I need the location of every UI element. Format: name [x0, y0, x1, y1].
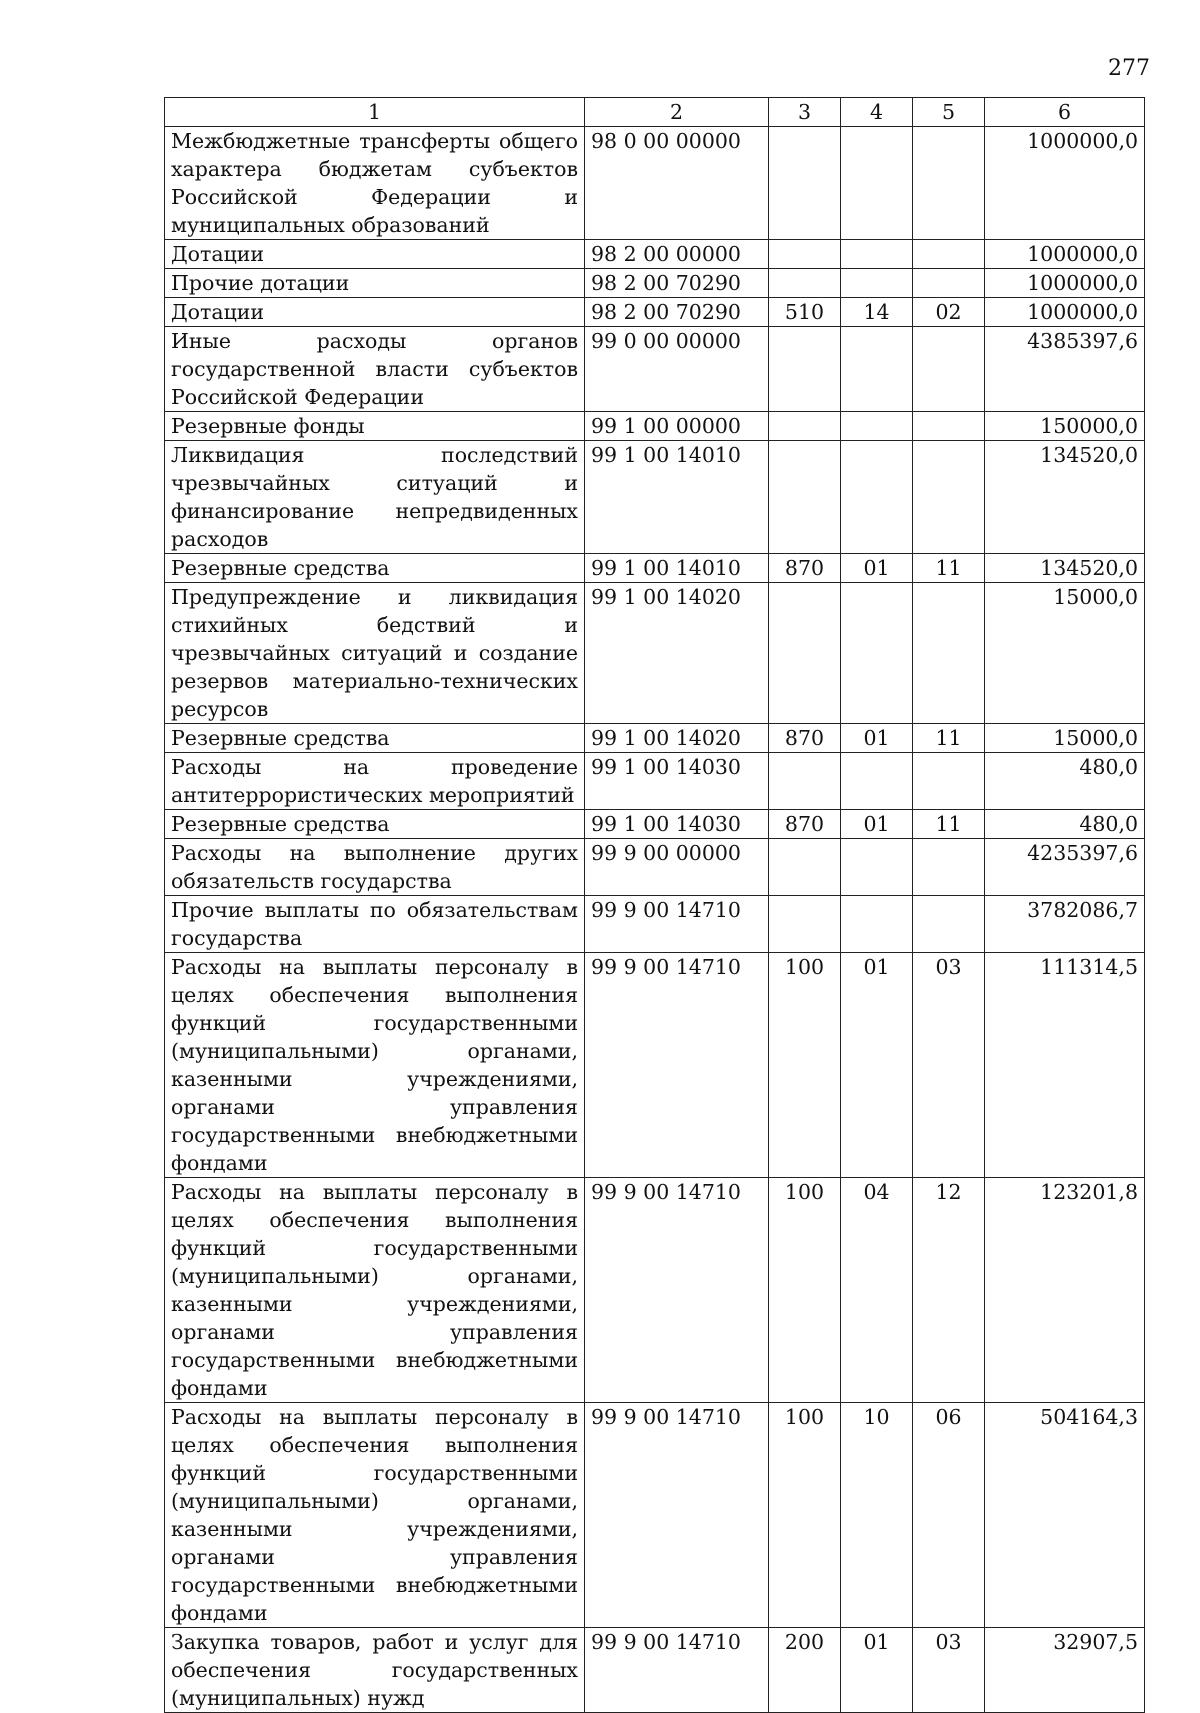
- subsection-cell: 06: [913, 1403, 985, 1628]
- section-cell: 10: [841, 1403, 913, 1628]
- target-code-cell: 99 9 00 14710: [585, 1403, 769, 1628]
- section-cell: [841, 896, 913, 953]
- table-row: [165, 441, 1145, 554]
- section-cell: [841, 269, 913, 298]
- expense-type-cell: [769, 441, 841, 554]
- section-cell: 01: [841, 1628, 913, 1713]
- expense-name-cell: Прочие выплаты по обязательствам государства: [165, 896, 585, 953]
- subsection-cell: [913, 327, 985, 412]
- expense-type-cell: [769, 412, 841, 441]
- amount-cell: 1000000,0: [985, 298, 1145, 327]
- subsection-cell: [913, 269, 985, 298]
- expense-name-cell: Расходы на выплаты персоналу в целях обеспечения выполнения функций государственными (муниципальными) органами, казенными учреждениями, органами управления государственными внебюджетными фондами: [165, 1403, 585, 1628]
- expense-type-cell: [769, 583, 841, 724]
- amount-cell: 1000000,0: [985, 240, 1145, 269]
- column-header-6: 6: [985, 98, 1145, 127]
- expense-name-cell: Иные расходы органов государственной власти субъектов Российской Федерации: [165, 327, 585, 412]
- column-header-5: 5: [913, 98, 985, 127]
- section-cell: [841, 583, 913, 724]
- expense-name-cell: Резервные средства: [165, 724, 585, 753]
- amount-cell: 1000000,0: [985, 127, 1145, 240]
- expense-type-cell: 510: [769, 298, 841, 327]
- section-cell: [841, 127, 913, 240]
- amount-cell: 123201,8: [985, 1178, 1145, 1403]
- subsection-cell: 11: [913, 724, 985, 753]
- amount-cell: 134520,0: [985, 554, 1145, 583]
- expense-type-cell: 870: [769, 554, 841, 583]
- column-header-2: 2: [585, 98, 769, 127]
- expense-type-cell: [769, 127, 841, 240]
- expense-name-cell: Резервные фонды: [165, 412, 585, 441]
- section-cell: 01: [841, 724, 913, 753]
- target-code-cell: 99 1 00 14030: [585, 810, 769, 839]
- target-code-cell: 99 9 00 00000: [585, 839, 769, 896]
- table-row: [165, 724, 1145, 753]
- subsection-cell: [913, 839, 985, 896]
- expense-type-cell: 100: [769, 1178, 841, 1403]
- expense-name-cell: Резервные средства: [165, 554, 585, 583]
- expense-type-cell: [769, 753, 841, 810]
- expense-type-cell: [769, 240, 841, 269]
- expense-name-cell: Дотации: [165, 298, 585, 327]
- expense-type-cell: 870: [769, 810, 841, 839]
- table-row: [165, 327, 1145, 412]
- section-cell: [841, 441, 913, 554]
- target-code-cell: 99 9 00 14710: [585, 953, 769, 1178]
- table-row: [165, 298, 1145, 327]
- column-header-1: 1: [165, 98, 585, 127]
- target-code-cell: 98 2 00 00000: [585, 240, 769, 269]
- expense-name-cell: Расходы на выплаты персоналу в целях обеспечения выполнения функций государственными (муниципальными) органами, казенными учреждениями, органами управления государственными внебюджетными фондами: [165, 1178, 585, 1403]
- expense-type-cell: 100: [769, 953, 841, 1178]
- expense-name-cell: Расходы на выплаты персоналу в целях обеспечения выполнения функций государственными (муниципальными) органами, казенными учреждениями, органами управления государственными внебюджетными фондами: [165, 953, 585, 1178]
- amount-cell: 15000,0: [985, 583, 1145, 724]
- expense-name-cell: Межбюджетные трансферты общего характера бюджетам субъектов Российской Федерации и муниципальных образований: [165, 127, 585, 240]
- expense-name-cell: Ликвидация последствий чрезвычайных ситуаций и финансирование непредвиденных расходов: [165, 441, 585, 554]
- amount-cell: 150000,0: [985, 412, 1145, 441]
- column-header-3: 3: [769, 98, 841, 127]
- table-row: [165, 554, 1145, 583]
- section-cell: 14: [841, 298, 913, 327]
- expense-name-cell: Дотации: [165, 240, 585, 269]
- expense-name-cell: Резервные средства: [165, 810, 585, 839]
- target-code-cell: 99 0 00 00000: [585, 327, 769, 412]
- subsection-cell: 03: [913, 1628, 985, 1713]
- subsection-cell: [913, 753, 985, 810]
- target-code-cell: 99 1 00 14030: [585, 753, 769, 810]
- table-row: [165, 269, 1145, 298]
- amount-cell: 1000000,0: [985, 269, 1145, 298]
- subsection-cell: [913, 412, 985, 441]
- amount-cell: 15000,0: [985, 724, 1145, 753]
- subsection-cell: [913, 583, 985, 724]
- table-row: [165, 753, 1145, 810]
- section-cell: [841, 412, 913, 441]
- expense-type-cell: [769, 269, 841, 298]
- expense-type-cell: 200: [769, 1628, 841, 1713]
- table-header: [165, 98, 1145, 127]
- amount-cell: 480,0: [985, 810, 1145, 839]
- budget-table: [164, 97, 1145, 1713]
- target-code-cell: 99 1 00 14020: [585, 724, 769, 753]
- table-row: [165, 1403, 1145, 1628]
- table-row: [165, 127, 1145, 240]
- section-cell: [841, 839, 913, 896]
- subsection-cell: [913, 240, 985, 269]
- expense-type-cell: 870: [769, 724, 841, 753]
- expense-type-cell: [769, 896, 841, 953]
- table-row: [165, 810, 1145, 839]
- expense-name-cell: Прочие дотации: [165, 269, 585, 298]
- section-cell: 04: [841, 1178, 913, 1403]
- table-row: [165, 1178, 1145, 1403]
- table-row: [165, 412, 1145, 441]
- target-code-cell: 99 9 00 14710: [585, 896, 769, 953]
- amount-cell: 32907,5: [985, 1628, 1145, 1713]
- section-cell: [841, 240, 913, 269]
- expense-name-cell: Расходы на выполнение других обязательств государства: [165, 839, 585, 896]
- amount-cell: 4385397,6: [985, 327, 1145, 412]
- section-cell: 01: [841, 554, 913, 583]
- subsection-cell: 11: [913, 810, 985, 839]
- table-body: [165, 127, 1145, 1713]
- subsection-cell: [913, 127, 985, 240]
- table-row: [165, 583, 1145, 724]
- section-cell: 01: [841, 953, 913, 1178]
- table-row: [165, 896, 1145, 953]
- amount-cell: 3782086,7: [985, 896, 1145, 953]
- expense-name-cell: Закупка товаров, работ и услуг для обеспечения государственных (муниципальных) нужд: [165, 1628, 585, 1713]
- expense-type-cell: [769, 839, 841, 896]
- header-row: [165, 98, 1145, 127]
- target-code-cell: 99 1 00 14020: [585, 583, 769, 724]
- expense-name-cell: Предупреждение и ликвидация стихийных бедствий и чрезвычайных ситуаций и создание резервов материально-технических ресурсов: [165, 583, 585, 724]
- section-cell: [841, 327, 913, 412]
- target-code-cell: 98 2 00 70290: [585, 298, 769, 327]
- subsection-cell: 12: [913, 1178, 985, 1403]
- target-code-cell: 99 9 00 14710: [585, 1178, 769, 1403]
- table-row: [165, 839, 1145, 896]
- subsection-cell: 02: [913, 298, 985, 327]
- section-cell: 01: [841, 810, 913, 839]
- table-row: [165, 953, 1145, 1178]
- amount-cell: 111314,5: [985, 953, 1145, 1178]
- subsection-cell: 03: [913, 953, 985, 1178]
- target-code-cell: 99 1 00 14010: [585, 441, 769, 554]
- amount-cell: 134520,0: [985, 441, 1145, 554]
- amount-cell: 504164,3: [985, 1403, 1145, 1628]
- column-header-4: 4: [841, 98, 913, 127]
- target-code-cell: 99 1 00 14010: [585, 554, 769, 583]
- expense-type-cell: [769, 327, 841, 412]
- section-cell: [841, 753, 913, 810]
- subsection-cell: [913, 896, 985, 953]
- amount-cell: 4235397,6: [985, 839, 1145, 896]
- target-code-cell: 99 9 00 14710: [585, 1628, 769, 1713]
- target-code-cell: 98 0 00 00000: [585, 127, 769, 240]
- amount-cell: 480,0: [985, 753, 1145, 810]
- target-code-cell: 99 1 00 00000: [585, 412, 769, 441]
- table-row: [165, 240, 1145, 269]
- subsection-cell: 11: [913, 554, 985, 583]
- subsection-cell: [913, 441, 985, 554]
- expense-type-cell: 100: [769, 1403, 841, 1628]
- page-number: 277: [1108, 56, 1150, 81]
- table-row: [165, 1628, 1145, 1713]
- target-code-cell: 98 2 00 70290: [585, 269, 769, 298]
- expense-name-cell: Расходы на проведение антитеррористических мероприятий: [165, 753, 585, 810]
